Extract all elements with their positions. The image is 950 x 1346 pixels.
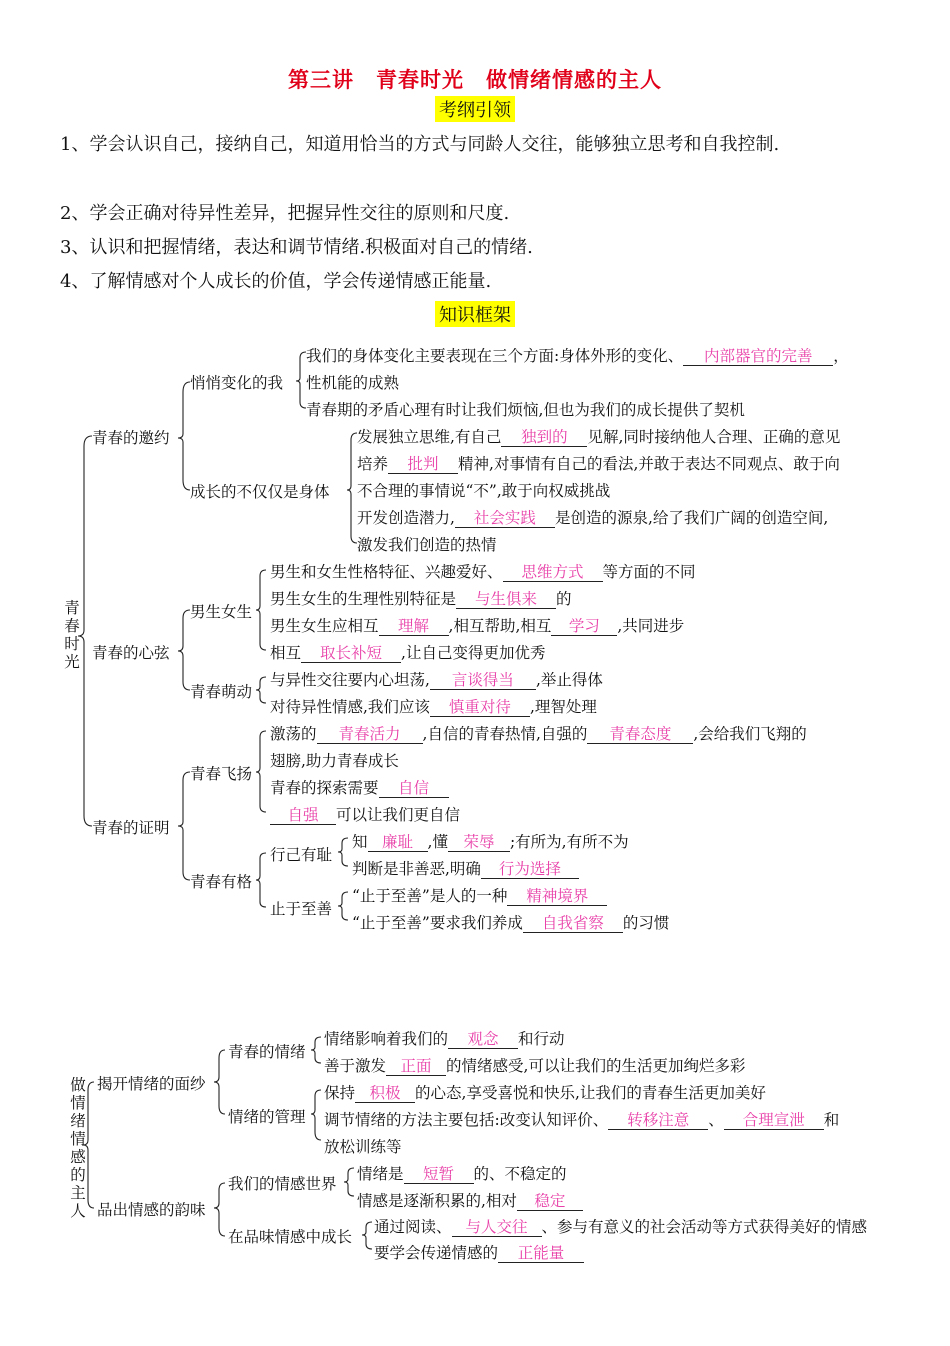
map1-line-16: 翅膀,助力青春成长 xyxy=(270,752,399,770)
text: 和 xyxy=(823,1111,840,1129)
map1-line-2: 性机能的成熟 xyxy=(306,374,400,392)
answer-blank: 正能量 xyxy=(498,1245,584,1263)
answer-blank: 合理宣泄 xyxy=(724,1112,824,1130)
text: ,理智处理 xyxy=(529,698,597,716)
map2-branch-emotion: 揭开情绪的面纱 xyxy=(97,1075,206,1093)
map2-line-2 xyxy=(324,1054,745,1076)
answer-blank: 精神境界 xyxy=(507,888,607,906)
map1-line-9 xyxy=(270,560,696,582)
text: 精神,对事情有自己的看法,并敢于表达不同观点、敢于向 xyxy=(458,455,840,473)
text: “止于至善”要求我们养成 xyxy=(352,914,523,932)
map1-branch-invitation: 青春的邀约 xyxy=(92,429,170,447)
map1-line-19 xyxy=(352,830,629,852)
map1-root: 青春时光 xyxy=(64,599,80,671)
map1-line-22 xyxy=(352,911,669,933)
map1-line-17 xyxy=(270,776,449,798)
text: 善于激发 xyxy=(324,1057,387,1075)
text: ,共同进步 xyxy=(617,617,685,635)
map1-node-changing-me: 悄悄变化的我 xyxy=(190,374,284,392)
text: 判断是非善恶,明确 xyxy=(352,860,481,878)
text: 男生和女生性格特征、兴趣爱好、 xyxy=(270,563,503,581)
map2-line-1 xyxy=(324,1027,565,1049)
map1-line-14 xyxy=(270,695,597,717)
text: “止于至善”是人的一种 xyxy=(352,887,508,905)
text: 通过阅读、 xyxy=(374,1218,452,1236)
text: ,懂 xyxy=(427,833,448,851)
answer-blank: 荣辱 xyxy=(448,834,510,852)
text: 的、不稳定的 xyxy=(473,1165,567,1183)
map2-node-youth-emotion: 青春的情绪 xyxy=(228,1043,306,1061)
map1-line-11 xyxy=(270,614,684,636)
map2-line-5: 放松训练等 xyxy=(324,1138,402,1156)
answer-blank: 正面 xyxy=(386,1058,446,1076)
text: 是创造的源泉,给了我们广阔的创造空间, xyxy=(554,509,829,527)
map2-branch-feeling: 品出情感的韵味 xyxy=(97,1201,206,1219)
map1-line-7 xyxy=(357,506,828,528)
map1-node-growth: 成长的不仅仅是身体 xyxy=(190,483,330,501)
map1-line-20 xyxy=(352,857,579,879)
map2-node-feeling-world: 我们的情感世界 xyxy=(228,1175,337,1193)
text: ,举止得体 xyxy=(535,671,603,689)
answer-blank: 青春态度 xyxy=(587,726,693,744)
objective-4: 4、了解情感对个人成长的价值，学会传递情感正能量. xyxy=(60,271,492,292)
answer-blank: 内部器官的完善 xyxy=(683,348,833,366)
map2-line-4 xyxy=(324,1108,839,1130)
map1-line-4 xyxy=(357,425,840,447)
text: 的习惯 xyxy=(622,914,670,932)
text: ;有所为,有所不为 xyxy=(509,833,629,851)
map1-branch-proof: 青春的证明 xyxy=(92,819,170,837)
answer-blank: 自我省察 xyxy=(523,915,623,933)
text: 相互 xyxy=(270,644,302,662)
answer-blank: 稳定 xyxy=(517,1193,583,1211)
answer-blank: 独到的 xyxy=(501,429,587,447)
map1-line-5 xyxy=(357,452,840,474)
map1-node-principle: 青春有格 xyxy=(190,873,253,891)
answer-blank: 与生俱来 xyxy=(456,591,556,609)
map1-node-boys-girls: 男生女生 xyxy=(190,603,253,621)
map1-line-10 xyxy=(270,587,572,609)
map1-line-13 xyxy=(270,668,603,690)
map2-node-grow-in-feeling: 在品味情感中成长 xyxy=(228,1228,353,1246)
text: 培养 xyxy=(357,455,389,473)
map2-line-6 xyxy=(357,1162,567,1184)
text: 、 xyxy=(708,1111,724,1129)
text: 开发创造潜力, xyxy=(357,509,455,527)
map1-branch-heartstring: 青春的心弦 xyxy=(92,644,170,662)
text: ,会给我们飞翔的 xyxy=(693,725,807,743)
text: ， xyxy=(833,347,849,365)
map1-node-flying: 青春飞扬 xyxy=(190,765,253,783)
map2-node-emotion-management: 情绪的管理 xyxy=(228,1108,306,1126)
text: 情感是逐渐积累的,相对 xyxy=(357,1192,517,1210)
text: 男生女生的生理性别特征是 xyxy=(270,590,457,608)
answer-blank: 取长补短 xyxy=(301,645,401,663)
objective-2: 2、学会正确对待异性差异，把握异性交往的原则和尺度. xyxy=(60,203,510,224)
answer-blank: 行为选择 xyxy=(481,861,579,879)
text: 情绪影响着我们的 xyxy=(324,1030,449,1048)
map1-node-excellence: 止于至善 xyxy=(270,900,333,918)
text: 要学会传递情感的 xyxy=(374,1244,499,1262)
objective-1: 1、学会认识自己，接纳自己，知道用恰当的方式与同龄人交往，能够独立思考和自我控制. xyxy=(60,134,780,155)
map2-line-9 xyxy=(374,1241,584,1263)
answer-blank: 理解 xyxy=(379,618,449,636)
text: 与异性交往要内心坦荡, xyxy=(270,671,430,689)
objective-3: 3、认识和把握情绪，表达和调节情绪.积极面对自己的情绪. xyxy=(60,237,533,258)
text: 青春的探索需要 xyxy=(270,779,379,797)
map1-line-18 xyxy=(270,803,460,825)
map1-line-21 xyxy=(352,884,607,906)
text: 知 xyxy=(352,833,368,851)
text: 情绪是 xyxy=(357,1165,404,1183)
answer-blank: 社会实践 xyxy=(455,510,555,528)
answer-blank: 转移注意 xyxy=(608,1112,708,1130)
text: 的心态,享受喜悦和快乐,让我们的青春生活更加美好 xyxy=(415,1084,766,1102)
text: 保持 xyxy=(324,1084,356,1102)
map1-line-12 xyxy=(270,641,545,663)
answer-blank: 青春活力 xyxy=(317,726,423,744)
section-framework-label: 知识框架 xyxy=(435,301,515,327)
map1-line-15 xyxy=(270,722,807,744)
answer-blank: 短暂 xyxy=(404,1166,474,1184)
map1-node-shame: 行己有耻 xyxy=(270,846,333,864)
text: 等方面的不同 xyxy=(602,563,696,581)
answer-blank: 观念 xyxy=(448,1031,518,1049)
answer-blank: 自信 xyxy=(379,780,449,798)
map1-line-3: 青春期的矛盾心理有时让我们烦恼,但也为我们的成长提供了契机 xyxy=(306,401,745,419)
text: 的 xyxy=(556,590,572,608)
page-title: 第三讲 青春时光 做情绪情感的主人 xyxy=(288,67,662,92)
text: 可以让我们更自信 xyxy=(336,806,461,824)
text: 调节情绪的方法主要包括:改变认知评价、 xyxy=(324,1111,609,1129)
text: 男生女生应相互 xyxy=(270,617,379,635)
map1-line-8: 激发我们创造的热情 xyxy=(357,536,497,554)
map2-root: 做情绪情感的主人 xyxy=(70,1076,86,1220)
map2-line-8 xyxy=(374,1215,867,1237)
text: 发展独立思维,有自己 xyxy=(357,428,502,446)
map1-line-6: 不合理的事情说“不”,敢于向权威挑战 xyxy=(357,482,611,500)
answer-blank: 批判 xyxy=(388,456,458,474)
answer-blank: 慎重对待 xyxy=(430,699,530,717)
map1-node-budding: 青春萌动 xyxy=(190,683,253,701)
text: 对待异性情感,我们应该 xyxy=(270,698,430,716)
map2-line-7 xyxy=(357,1189,583,1211)
text: 激荡的 xyxy=(270,725,317,743)
answer-blank: 自强 xyxy=(270,807,336,825)
answer-blank: 与人交往 xyxy=(452,1219,542,1237)
text: ,自信的青春热情,自强的 xyxy=(422,725,588,743)
map1-line-1 xyxy=(306,344,849,366)
text: ,让自己变得更加优秀 xyxy=(401,644,546,662)
answer-blank: 学习 xyxy=(551,618,617,636)
answer-blank: 思维方式 xyxy=(503,564,603,582)
map2-line-3 xyxy=(324,1081,766,1103)
answer-blank: 廉耻 xyxy=(368,834,428,852)
text: ,相互帮助,相互 xyxy=(448,617,552,635)
section-outline-label: 考纲引领 xyxy=(435,96,515,122)
text: 和行动 xyxy=(518,1030,565,1048)
text: 我们的身体变化主要表现在三个方面:身体外形的变化、 xyxy=(306,347,684,365)
answer-blank: 言谈得当 xyxy=(430,672,536,690)
text: 的情绪感受,可以让我们的生活更加绚烂多彩 xyxy=(446,1057,746,1075)
text: 、参与有意义的社会活动等方式获得美好的情感 xyxy=(541,1218,868,1236)
text: 见解,同时接纳他人合理、正确的意见 xyxy=(587,428,841,446)
answer-blank: 积极 xyxy=(355,1085,415,1103)
